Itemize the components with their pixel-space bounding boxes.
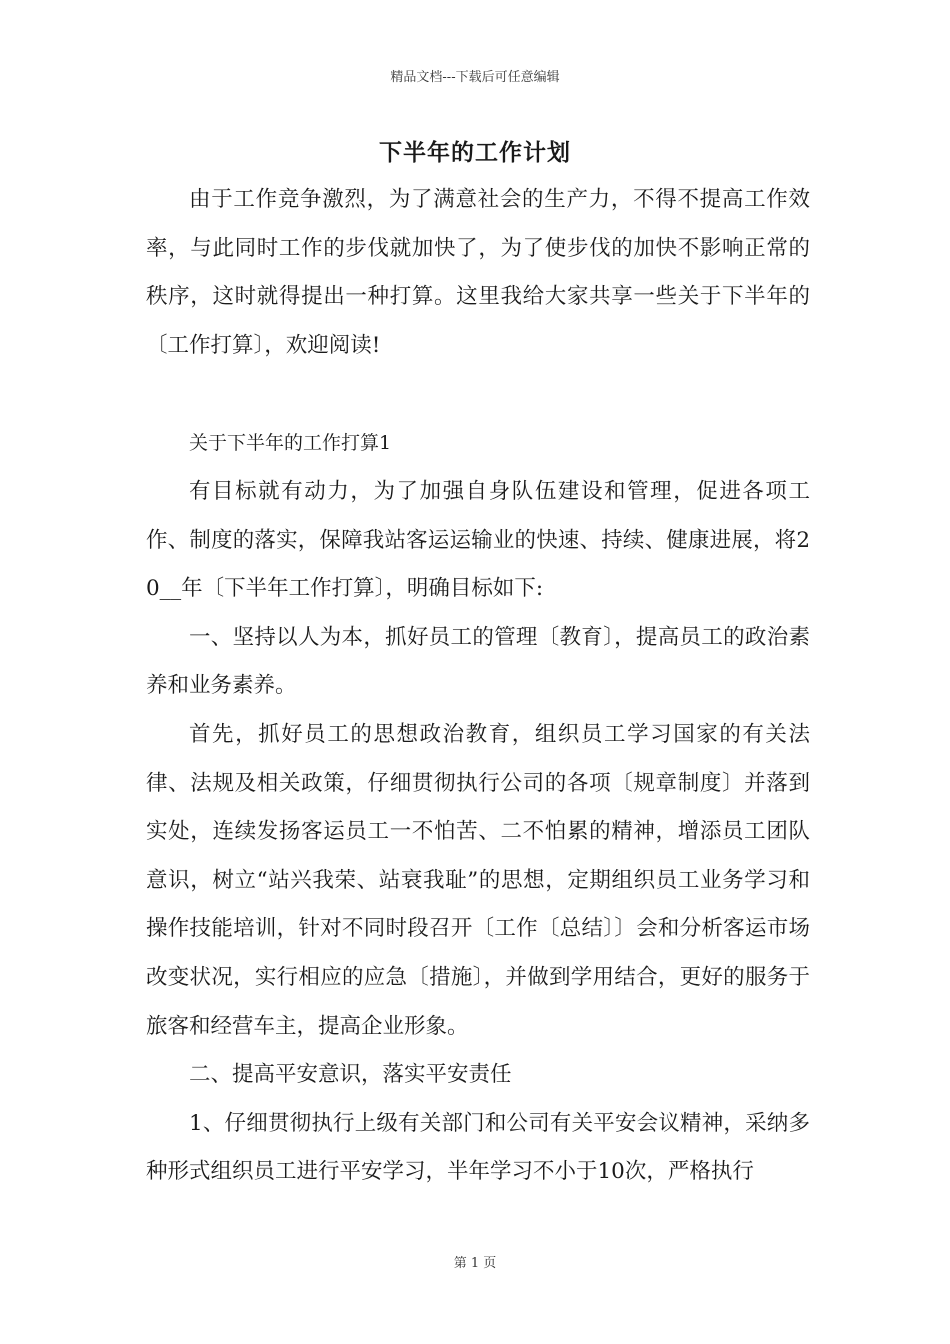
document-title: 下半年的工作计划 <box>379 139 571 166</box>
body-paragraph: 二、提高平安意识，落实平安责任 <box>189 1062 512 1088</box>
body-paragraph: 一、坚持以人为本，抓好员工的管理〔教育〕，提高员工的政治素养和业务素养。 <box>146 624 810 699</box>
paragraph-spacer <box>146 370 810 419</box>
section-heading: 关于下半年的工作打算1 <box>189 432 392 455</box>
body-paragraph: 有目标就有动力，为了加强自身队伍建设和管理，促进各项工作、制度的落实，保障我站客运运输业的快速、持续、健康进展，将20__年〔下半年工作打算〕，明确目标如下: <box>146 478 810 602</box>
page-number: 第 1 页 <box>453 1256 497 1271</box>
body-paragraph: 1、仔细贯彻执行上级有关部门和公司有关平安会议精神，采纳多种形式组织员工进行平安学习，半年学习不小于10次，严格执行 <box>146 1110 810 1185</box>
body-paragraph: 首先，抓好员工的思想政治教育，组织员工学习国家的有关法律、法规及相关政策，仔细贯彻执行公司的各项〔规章制度〕并落到实处，连续发扬客运员工一不怕苦、二不怕累的精神，增添员工团队意识，树立“站兴我荣、站衰我耻”的思想，定期组织员工业务学习和操作技能培训，针对不同时段召开〔工作〔总结〕〕会和分析客运市场改变状况，实行相应的应急〔措施〕，并做到学用结合，更好的服务于旅客和经营车主，提高企业形象。 <box>146 721 810 1039</box>
document-body <box>146 176 810 1197</box>
page-header-note: 精品文档---下载后可任意编辑 <box>390 70 560 85</box>
intro-paragraph: 由于工作竞争激烈，为了满意社会的生产力，不得不提高工作效率，与此同时工作的步伐就加快了，为了使步伐的加快不影响正常的秩序，这时就得提出一种打算。这里我给大家共享一些关于下半年的〔工作打算〕，欢迎阅读! <box>146 187 810 358</box>
